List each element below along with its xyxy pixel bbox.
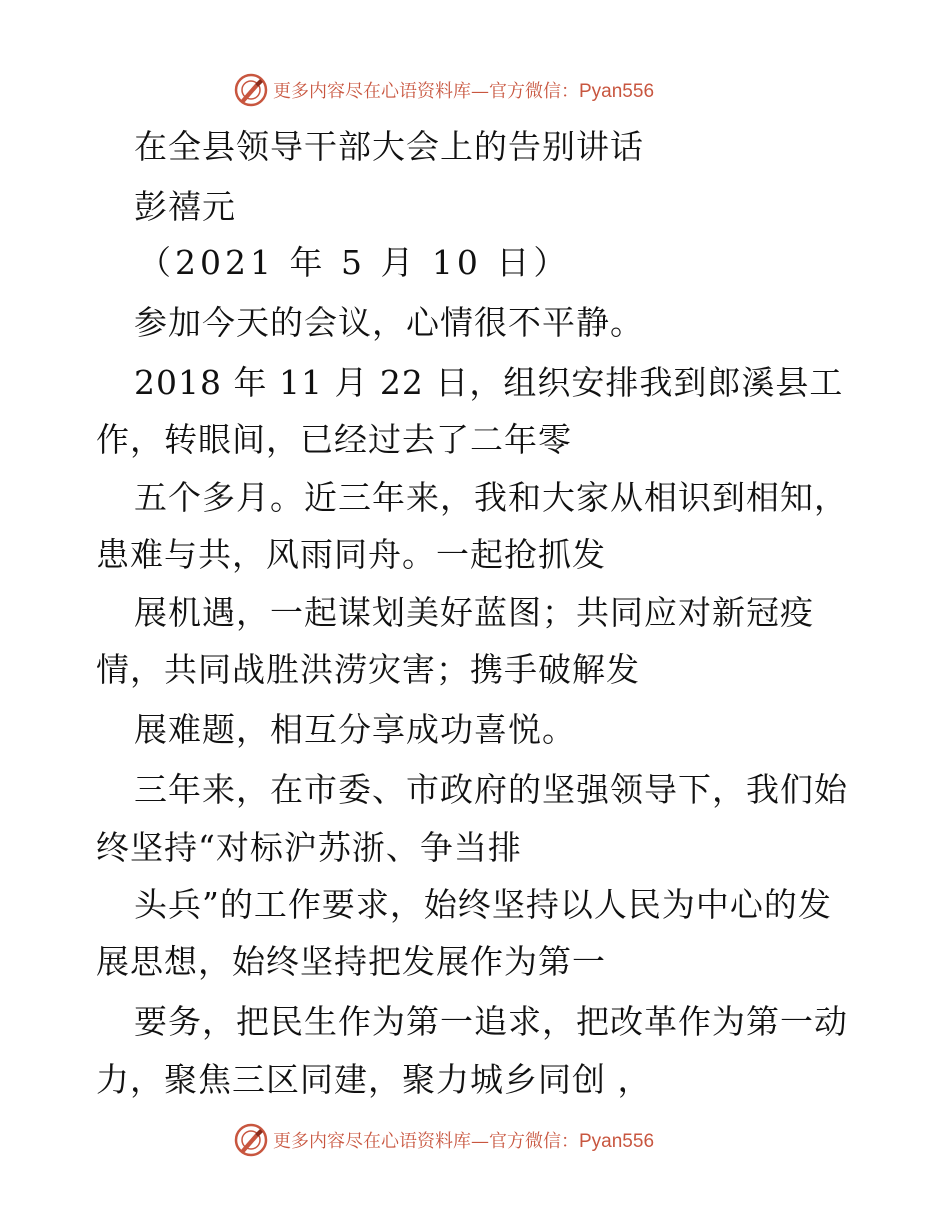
pen-logo-icon bbox=[233, 72, 269, 108]
paragraph-line: 三年来，在市委、市政府的坚强领导下，我们始 bbox=[134, 770, 848, 809]
paragraph-line: 头兵”的工作要求，始终坚持以人民为中心的发 bbox=[134, 885, 832, 924]
paragraph-line: 展思想，始终坚持把发展作为第一 bbox=[96, 942, 606, 981]
paragraph-line: 展难题，相互分享成功喜悦。 bbox=[134, 710, 576, 749]
document-title: 在全县领导干部大会上的告别讲话 bbox=[134, 127, 644, 166]
paragraph-line: 五个多月。近三年来，我和大家从相识到相知， bbox=[134, 478, 848, 517]
paragraph-line: 2018 年 11 月 22 日，组织安排我到郎溪县工 bbox=[134, 363, 844, 402]
watermark-text: 更多内容尽在心语资料库—官方微信：Pyan556 bbox=[273, 81, 655, 102]
watermark-account: Pyan556 bbox=[579, 1131, 655, 1152]
paragraph-line: 作，转眼间，已经过去了二年零 bbox=[96, 420, 572, 459]
paragraph-line: 参加今天的会议，心情很不平静。 bbox=[134, 303, 644, 342]
watermark-text: 更多内容尽在心语资料库—官方微信：Pyan556 bbox=[273, 1131, 655, 1152]
footer-watermark bbox=[233, 1120, 654, 1160]
document-author: 彭禧元 bbox=[134, 187, 236, 226]
paragraph-line: 展机遇，一起谋划美好蓝图；共同应对新冠疫 bbox=[134, 593, 814, 632]
paragraph-line: 力，聚焦三区同建，聚力城乡同创 ， bbox=[96, 1060, 652, 1099]
header-watermark bbox=[233, 70, 654, 110]
paragraph-line: 终坚持“对标沪苏浙、争当排 bbox=[96, 828, 522, 867]
paragraph-line: 要务，把民生作为第一追求，把改革作为第一动 bbox=[134, 1002, 848, 1041]
document-date: （2021 年 5 月 10 日） bbox=[138, 243, 571, 282]
paragraph-line: 情，共同战胜洪涝灾害；携手破解发 bbox=[96, 650, 640, 689]
paragraph-line: 患难与共，风雨同舟。一起抢抓发 bbox=[96, 535, 606, 574]
watermark-account: Pyan556 bbox=[579, 81, 655, 102]
pen-logo-icon bbox=[233, 1122, 269, 1158]
